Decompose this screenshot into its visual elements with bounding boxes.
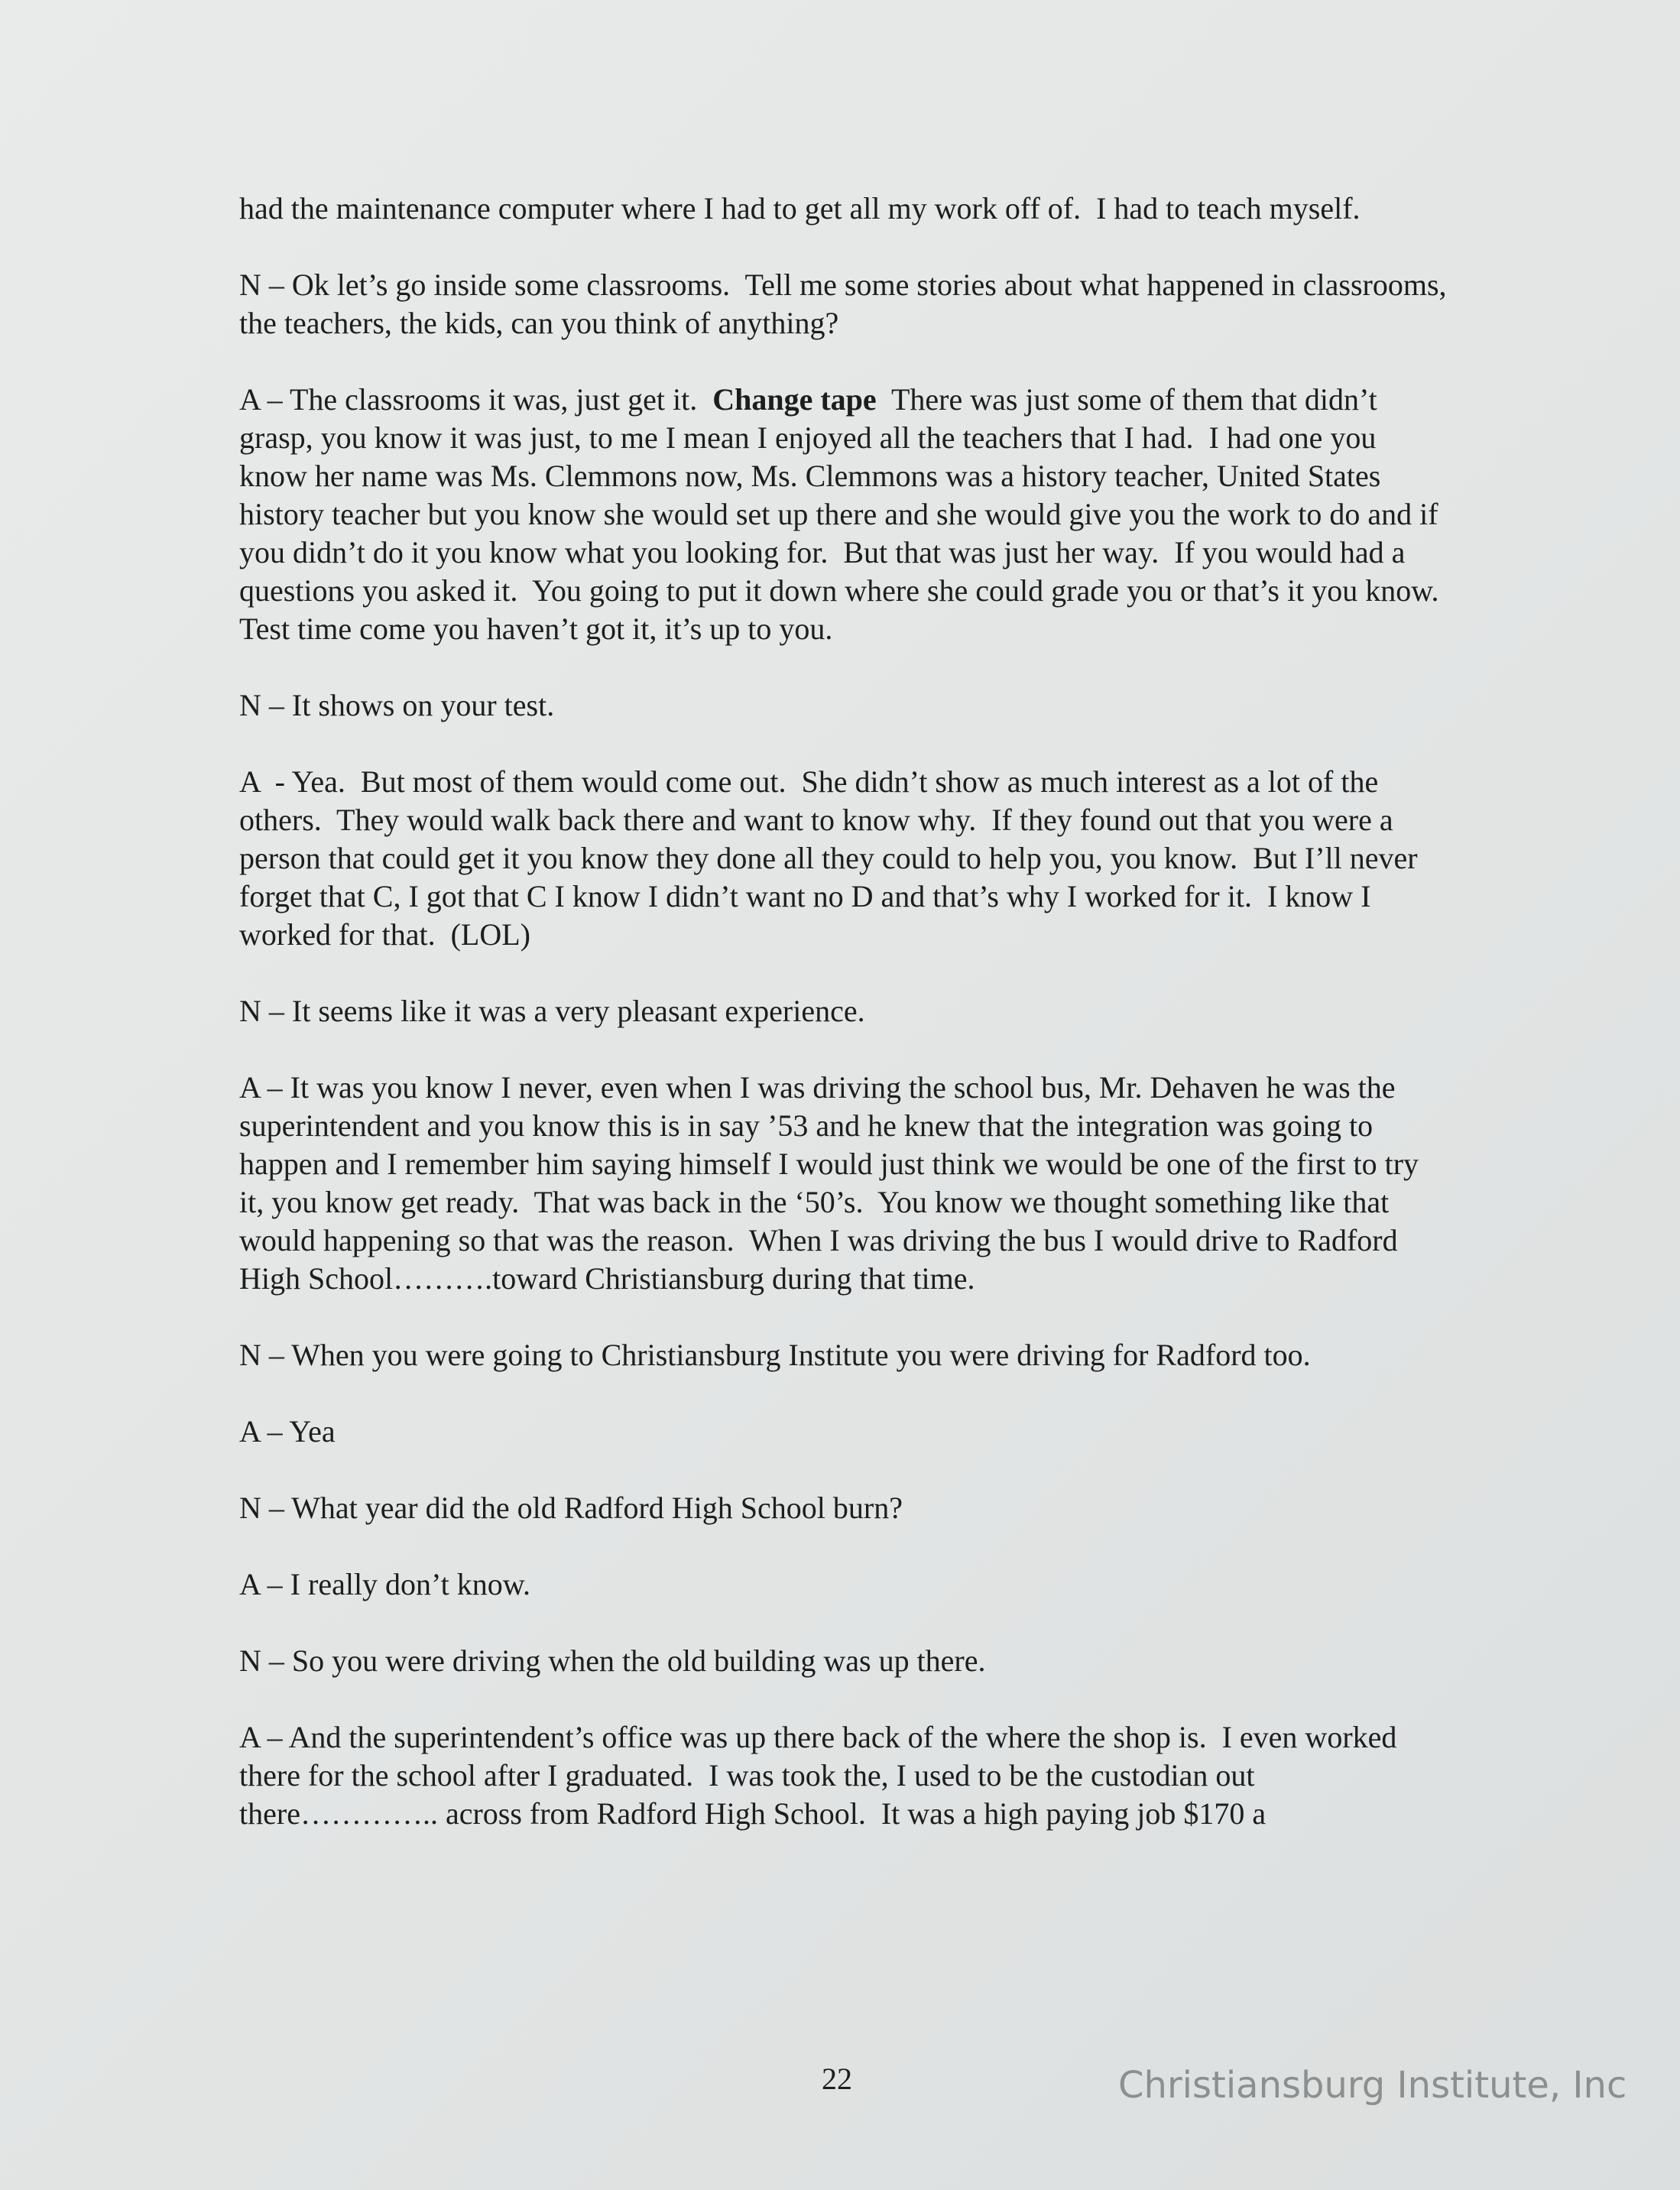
paragraph: A – And the superintendent’s office was up there back of the where the shop is. I even worked there for the school after I graduated. I was took the, I used to be the custodian out there………….. across from Radford High School. It was a high paying job $170 a [239,1720,1405,1831]
paragraph [239,381,1454,648]
paragraph-text: A – The classrooms it was, just get it. [239,382,713,417]
paragraph: N – It shows on your test. [239,688,555,722]
paragraph: N – It seems like it was a very pleasant experience. [239,994,865,1028]
paragraph: N – What year did the old Radford High School burn? [239,1491,903,1525]
paragraph: A – It was you know I never, even when I was driving the school bus, Mr. Dehaven he was the superintendent and you know this is in say ’53 and he knew that the integration was going to happen and I remember him saying himself I would just think we would be one of the first to try it, you know get ready. That was back in the ‘50’s. You know we thought something like that would happening so that was the reason. When I was driving the bus I would drive to Radford High School……….toward Christiansburg during that time. [239,1070,1427,1296]
page-number: 22 [822,2062,852,2096]
transcript-body [239,190,1455,1871]
paragraph-text: There was just some of them that didn’t grasp, you know it was just, to me I mean I enjoyed all the teachers that I had. I had one you know her name was Ms. Clemmons now, Ms. Clemmons was a history teacher, United States history teacher but you know she would set up there and she would give you the work to do and if you didn’t do it you know what you looking for. But that was just her way. If you would had a questions you asked it. You going to put it down where she could grade you or that’s it you know. Test time come you haven’t got it, it’s up to you. [239,382,1454,646]
paragraph: A – I really don’t know. [239,1567,531,1601]
paragraph: N – So you were driving when the old building was up there. [239,1643,986,1678]
paragraph: A – Yea [239,1414,336,1449]
paragraph: N – Ok let’s go inside some classrooms. Tell me some stories about what happened in classrooms, the teachers, the kids, can you think of anything? [239,268,1455,340]
paragraph: N – When you were going to Christiansburg Institute you were driving for Radford too. [239,1338,1311,1372]
paragraph: had the maintenance computer where I had to get all my work off of. I had to teach myself. [239,191,1361,225]
watermark: Christiansburg Institute, Inc [1118,2064,1627,2107]
paragraph: A - Yea. But most of them would come out. She didn’t show as much interest as a lot of the others. They would walk back there and want to know why. If they found out that you were a person that could get it you know they done all they could to help you, you know. But I’ll never forget that C, I got that C I know I didn’t want no D and that’s why I worked for it. I know I worked for that. (LOL) [239,764,1425,952]
stage-note: Change tape [712,382,877,417]
